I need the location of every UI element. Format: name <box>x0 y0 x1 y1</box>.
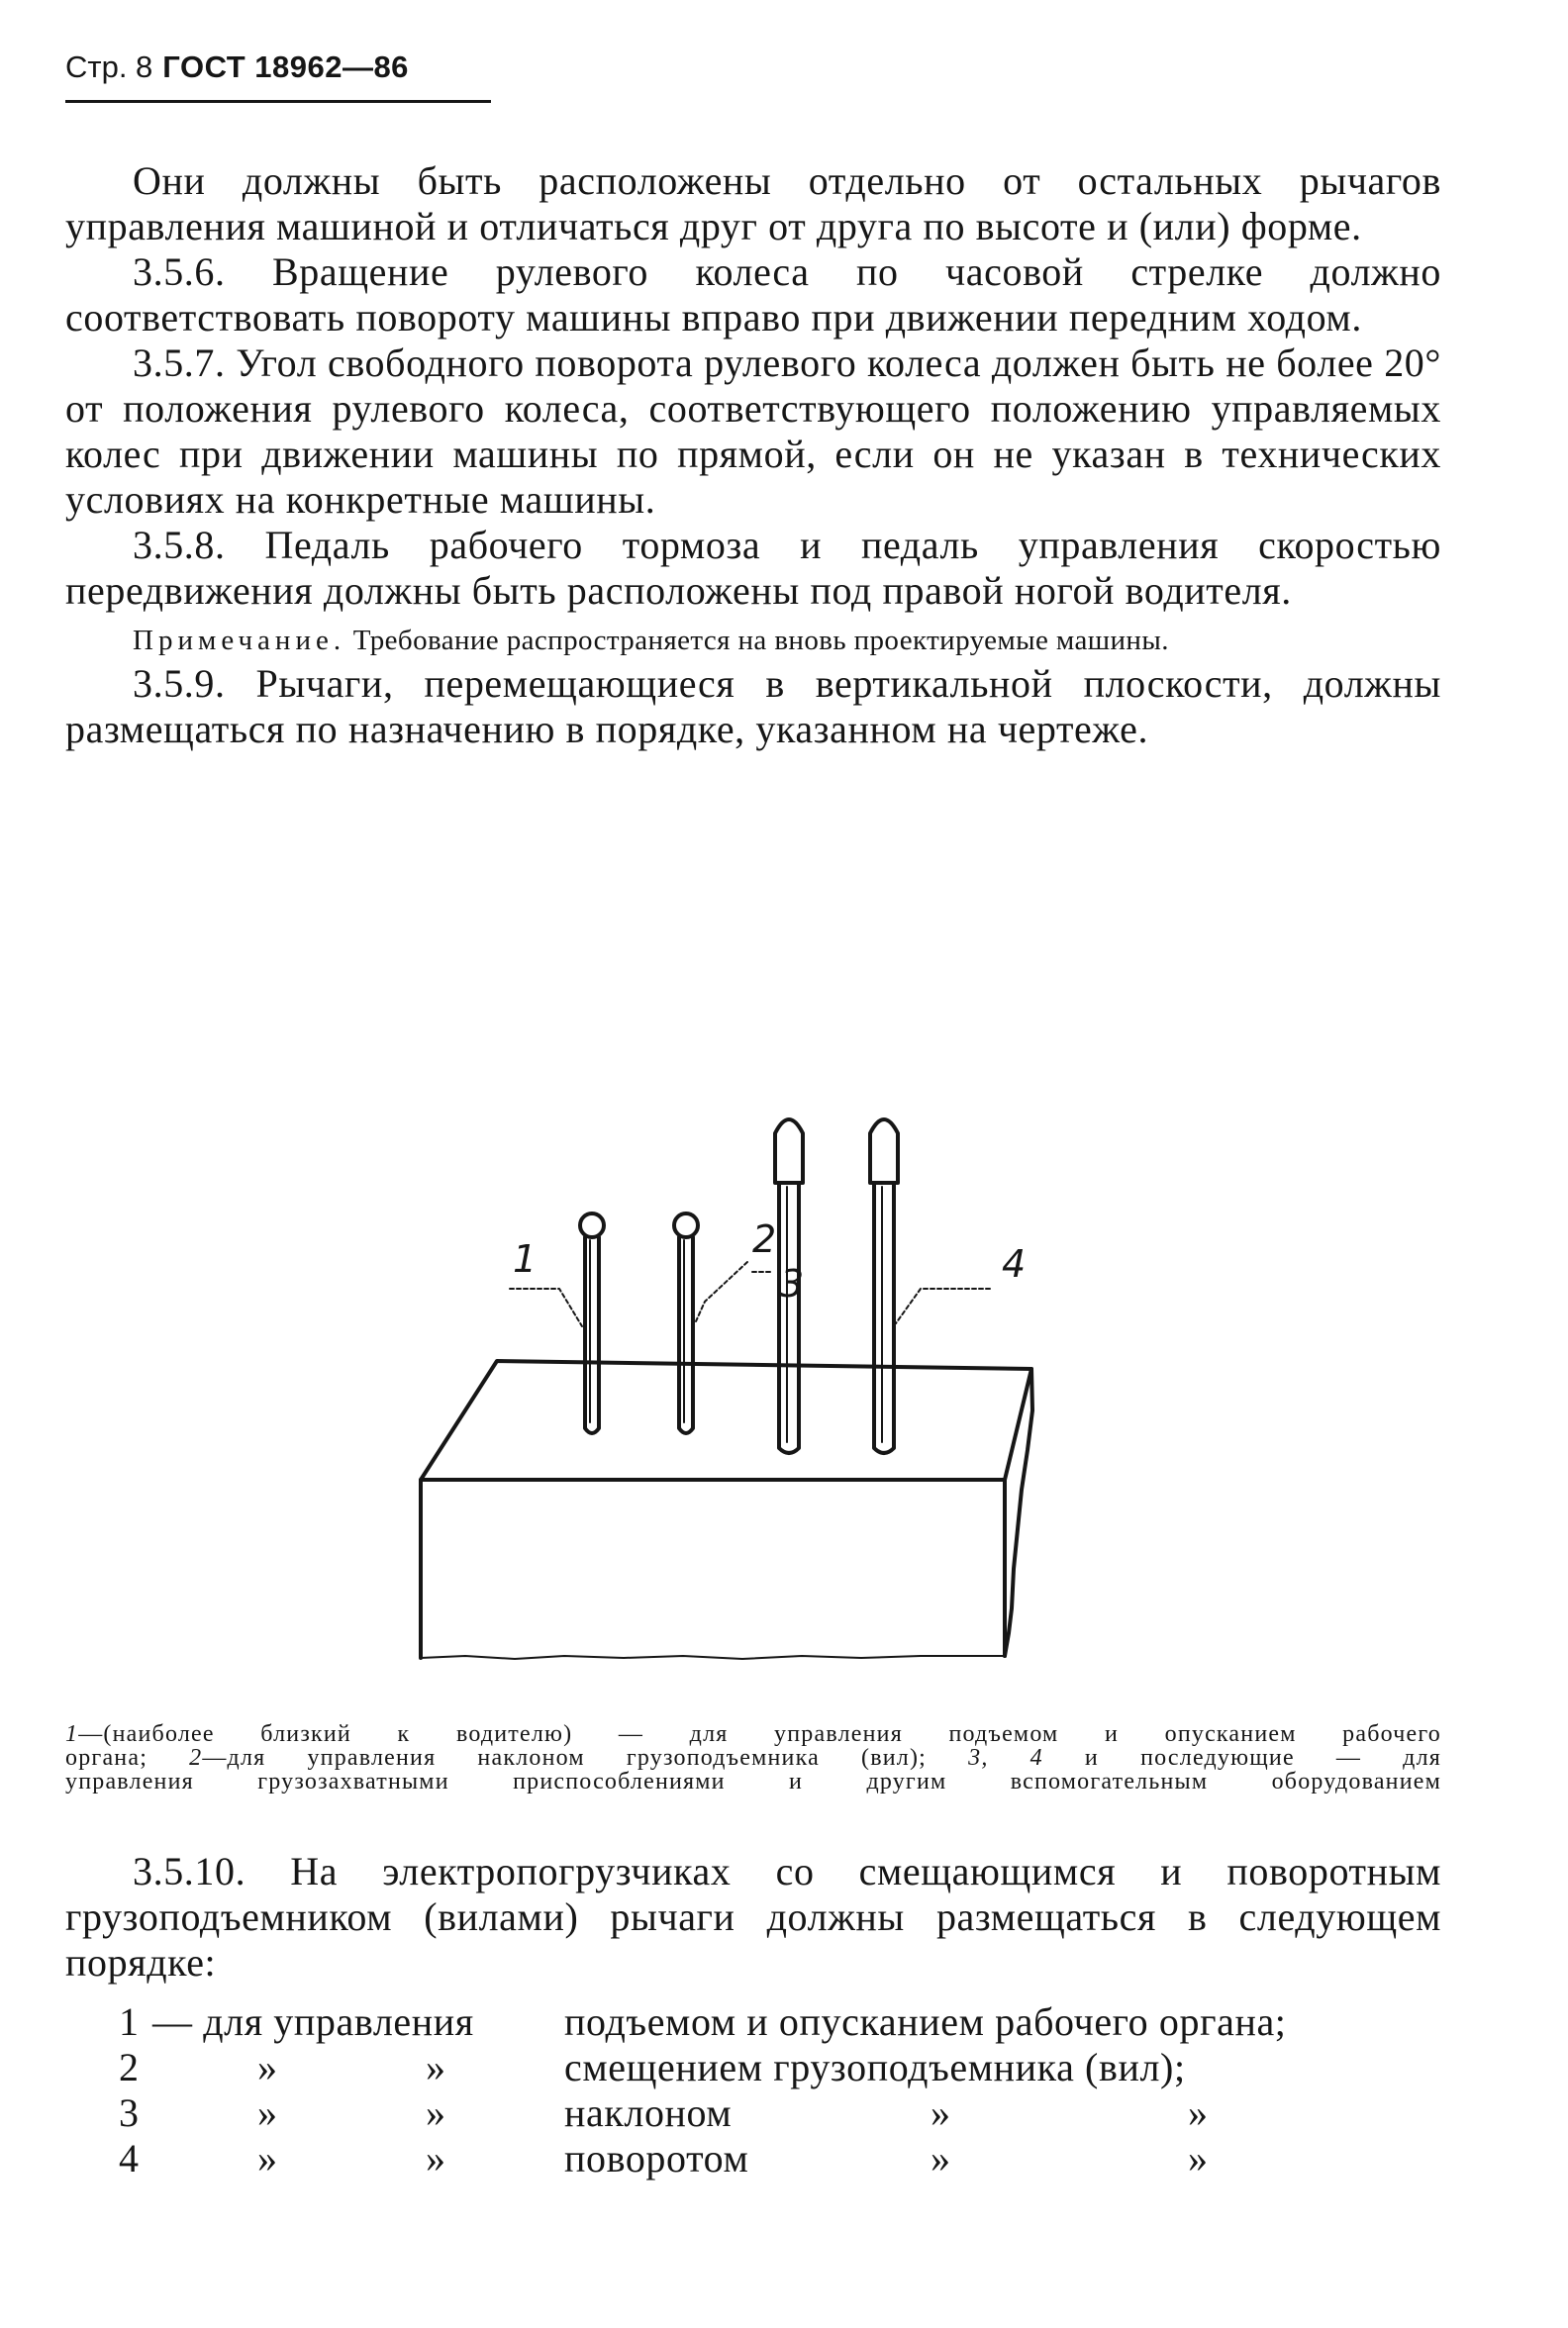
ditto-mark: » <box>426 2045 446 2089</box>
clause-3-5-9: 3.5.9. Рычаги, перемещающиеся в вертикальной плоскости, должны размещаться по назначению в порядке, указанном на чертеже. <box>65 661 1441 751</box>
clause-3-5-10: 3.5.10. На электропогрузчиках со смещающимся и поворотным грузоподъемником (вилами) рычаги должны размещаться в следующем порядке: <box>65 1849 1441 1985</box>
ditto-mark: » <box>257 2136 278 2181</box>
ditto-mark: » <box>426 2136 446 2181</box>
figure-caption <box>65 1722 1441 1794</box>
list-text: подъемом и опусканием рабочего органа; <box>564 1999 1287 2044</box>
paragraph-continuation: Они должны быть расположены отдельно от остальных рычагов управления машиной и отличаться друг от друга по высоте и (или) форме. <box>65 158 1441 248</box>
caption-text-2c: и последующие — для <box>1042 1745 1441 1771</box>
body-text-upper <box>65 158 1441 752</box>
list-item <box>119 2136 1445 2182</box>
body-text-lower <box>65 1849 1441 1986</box>
clause-3-5-6: 3.5.6. Вращение рулевого колеса по часовой стрелке должно соответствовать повороту машины вправо при движении передним ходом. <box>65 249 1441 340</box>
ditto-mark: » <box>931 2090 951 2135</box>
clause-3-5-7: 3.5.7. Угол свободного поворота рулевого колеса должен быть не более 20° от положения рулевого колеса, соответствующего положению управляемых колес при движении машины по прямой, если он не указан в технических условиях на конкретные машины. <box>65 340 1441 522</box>
panel-right-face <box>1005 1369 1032 1656</box>
lever-order-list <box>119 1999 1445 2182</box>
leader-1 <box>510 1289 582 1326</box>
list-num: 2 <box>119 2045 140 2089</box>
standard-code: ГОСТ 18962—86 <box>162 49 409 84</box>
list-num: 3 <box>119 2090 140 2135</box>
ditto-mark: » <box>257 2090 278 2135</box>
ditto-mark: » <box>257 2045 278 2089</box>
list-text: наклоном <box>564 2090 733 2135</box>
lever-2 <box>674 1213 698 1433</box>
list-item <box>119 2045 1445 2090</box>
page-header <box>65 46 491 89</box>
leader-2 <box>696 1262 747 1321</box>
caption-num-1: 1 <box>65 1721 79 1747</box>
panel-bottom-edge <box>421 1656 1005 1659</box>
ditto-mark: » <box>931 2136 951 2181</box>
list-text: смещением грузоподъемника (вил); <box>564 2045 1186 2089</box>
clause-3-5-8: 3.5.8. Педаль рабочего тормоза и педаль управления скоростью передвижения должны быть расположены под правой ногой водителя. <box>65 523 1441 613</box>
caption-num-2: 2 <box>189 1745 203 1771</box>
list-text: поворотом <box>564 2136 749 2181</box>
page-number: Стр. 8 <box>65 49 153 84</box>
caption-text-2a: органа; <box>65 1745 190 1771</box>
list-num: 1 <box>119 1999 140 2044</box>
figure-label-2: 2 <box>752 1217 777 1261</box>
lever-1 <box>580 1213 604 1433</box>
list-dash: — для управления <box>152 1999 474 2044</box>
figure-label-1: 1 <box>513 1237 538 1281</box>
header-rule <box>65 100 491 103</box>
caption-line-2 <box>65 1746 1441 1770</box>
figure-label-4: 4 <box>1002 1242 1027 1286</box>
lever-4 <box>870 1119 898 1453</box>
list-num: 4 <box>119 2136 140 2181</box>
caption-text-1: —(наиболее близкий к водителю) — для управления подъемом и опусканием рабочего <box>78 1721 1441 1747</box>
note-label: Примечание. <box>133 625 346 656</box>
ditto-mark: » <box>426 2090 446 2135</box>
list-item <box>119 1999 1445 2045</box>
leader-4 <box>896 1289 990 1323</box>
caption-line-1 <box>65 1722 1441 1746</box>
list-item <box>119 2090 1445 2136</box>
panel-front-face <box>421 1480 1005 1658</box>
figure-label-3: 3 <box>780 1262 805 1306</box>
levers-drawing <box>396 1114 1069 1698</box>
caption-text-2b: —для управления наклоном грузоподъемника (вил); <box>202 1745 969 1771</box>
note-text: Требование распространяется на вновь проектируемые машины. <box>345 625 1169 656</box>
ditto-mark: » <box>1188 2090 1209 2135</box>
ditto-mark: » <box>1188 2136 1209 2181</box>
note <box>65 622 1441 659</box>
caption-line-3: управления грузозахватными приспособлениями и другим вспомогательным оборудованием <box>65 1769 1441 1794</box>
caption-nums-3-4: 3, 4 <box>968 1745 1043 1771</box>
panel-top-face <box>421 1361 1031 1480</box>
